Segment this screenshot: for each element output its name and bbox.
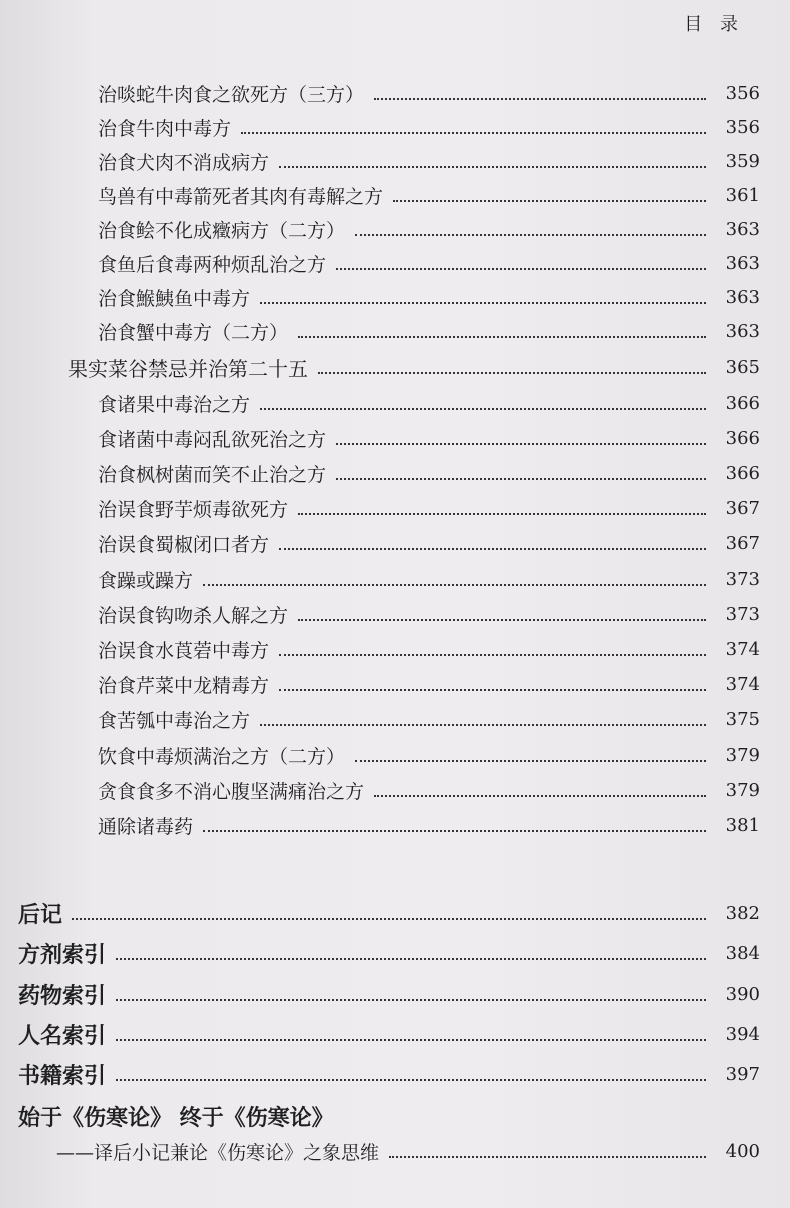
toc-entry[interactable] [0,212,790,246]
toc-entry-page: 379 [725,744,760,766]
toc-entry-title: 饮食中毒烦满治之方（二方） [98,745,346,768]
toc-entry-page: 381 [725,814,760,836]
leader-dots [116,1079,706,1081]
toc-entry-page: 366 [725,462,760,484]
toc-entry-title: 食诸菌中毒闷乱欲死治之方 [98,428,327,451]
toc-entry-page: 374 [725,638,760,660]
toc-entry[interactable] [0,280,790,314]
toc-entry-title: 治误食野芋烦毒欲死方 [98,498,289,521]
leader-dots [355,760,706,762]
toc-entry-title: 食鱼后食毒两种烦乱治之方 [98,253,327,276]
toc-entry[interactable] [0,808,790,842]
toc-entry-title: 治食犬肉不消成病方 [98,151,270,174]
toc-back-matter-entry[interactable] [0,896,790,930]
toc-entry-title: 治食蟹中毒方（二方） [98,321,289,344]
toc-entry[interactable] [0,491,790,525]
toc-entry-title: 治食牛肉中毒方 [98,117,232,140]
toc-entry[interactable] [0,773,790,807]
toc-entry-title: 治误食水莨菪中毒方 [98,639,270,662]
leader-dots [72,918,706,920]
closing-essay-subtitle: ——译后小记兼论《伤寒论》之象思维 [56,1141,380,1164]
toc-entry[interactable] [0,526,790,560]
toc-entry[interactable] [0,667,790,701]
leader-dots [116,1039,706,1041]
leader-dots [279,548,706,550]
toc-entry-page: 359 [725,150,760,172]
toc-entry-page: 363 [725,286,760,308]
toc-chapter-title: 果实菜谷禁忌并治第二十五 [68,356,308,381]
leader-dots [336,268,706,270]
toc-entry-page: 374 [725,673,760,695]
leader-dots [203,584,706,586]
toc-entry[interactable] [0,421,790,455]
toc-entry[interactable] [0,110,790,144]
toc-entry-title: 治食枫树菌而笑不止治之方 [98,463,327,486]
leader-dots [389,1156,706,1158]
leader-dots [279,689,706,691]
toc-entry-title: 治食鲙不化成癥病方（二方） [98,219,346,242]
toc-entry-page: 373 [725,603,760,625]
toc-entry-title: 后记 [18,902,63,928]
toc-entry-title: 贪食食多不消心腹坚满痛治之方 [98,780,365,803]
leader-dots [116,999,706,1001]
leader-dots [260,724,706,726]
toc-chapter-entry[interactable] [0,350,790,384]
toc-entry-page: 363 [725,218,760,240]
toc-entry-title: 通除诸毒药 [98,815,194,838]
toc-entry-page: 363 [725,252,760,274]
toc-entry[interactable] [0,632,790,666]
toc-back-matter-entry[interactable] [0,1017,790,1051]
leader-dots [336,443,706,445]
toc-entry-page: 379 [725,779,760,801]
leader-dots [355,234,706,236]
toc-entry-title: 食诸果中毒治之方 [98,393,251,416]
toc-entry-title: 方剂索引 [18,942,107,968]
toc-entry-page: 390 [725,983,760,1005]
toc-entry-title: 鸟兽有中毒箭死者其肉有毒解之方 [98,185,384,208]
toc-entry-title: 治食鯸鮧鱼中毒方 [98,287,251,310]
toc-entry-page: 356 [725,82,760,104]
toc-entry-page: 361 [725,184,760,206]
leader-dots [298,619,706,621]
leader-dots [336,478,706,480]
toc-entry-page: 397 [725,1063,760,1085]
leader-dots [318,372,706,374]
toc-entry-page: 356 [725,116,760,138]
toc-entry[interactable] [0,246,790,280]
toc-entry-page: 382 [725,902,760,924]
leader-dots [298,336,706,338]
toc-entry-page: 367 [725,532,760,554]
leader-dots [203,830,706,832]
closing-essay-entry[interactable] [0,1134,790,1168]
leader-dots [260,408,706,410]
page-header: 目 录 [684,14,744,35]
toc-entry[interactable] [0,562,790,596]
toc-entry-title: 治食芹菜中龙精毒方 [98,674,270,697]
toc-entry-title: 治啖蛇牛肉食之欲死方（三方） [98,83,365,106]
toc-entry-page: 373 [725,568,760,590]
leader-dots [298,513,706,515]
toc-chapter-page: 365 [725,356,760,378]
toc-entry-title: 书籍索引 [18,1063,107,1089]
leader-dots [116,958,706,960]
toc-back-matter-entry[interactable] [0,977,790,1011]
toc-back-matter-entry[interactable] [0,1057,790,1091]
leader-dots [241,132,706,134]
toc-entry-page: 366 [725,392,760,414]
leader-dots [393,200,706,202]
toc-entry[interactable] [0,456,790,490]
toc-entry-title: 治误食钩吻杀人解之方 [98,604,289,627]
toc-entry[interactable] [0,76,790,110]
toc-entry-page: 367 [725,497,760,519]
toc-entry-page: 384 [725,942,760,964]
toc-entry[interactable] [0,178,790,212]
toc-entry-page: 394 [725,1023,760,1045]
toc-entry-title: 人名索引 [18,1023,107,1049]
leader-dots [260,302,706,304]
closing-essay-page: 400 [725,1140,760,1162]
toc-entry-title: 食苦瓠中毒治之方 [98,709,251,732]
toc-entry[interactable] [0,597,790,631]
leader-dots [374,795,706,797]
leader-dots [374,98,706,100]
toc-entry[interactable] [0,386,790,420]
toc-entry-title: 药物索引 [18,983,107,1009]
toc-entry-title: 治误食蜀椒闭口者方 [98,533,270,556]
toc-entry-page: 363 [725,320,760,342]
toc-entry[interactable] [0,738,790,772]
closing-essay-title[interactable]: 始于《伤寒论》 终于《伤寒论》 [18,1106,334,1131]
toc-entry-title: 食躁或躁方 [98,569,194,592]
toc-back-matter-entry[interactable] [0,936,790,970]
toc-entry[interactable] [0,144,790,178]
leader-dots [279,654,706,656]
toc-entry-page: 366 [725,427,760,449]
leader-dots [279,166,706,168]
toc-entry[interactable] [0,314,790,348]
toc-entry[interactable] [0,702,790,736]
toc-entry-page: 375 [725,708,760,730]
